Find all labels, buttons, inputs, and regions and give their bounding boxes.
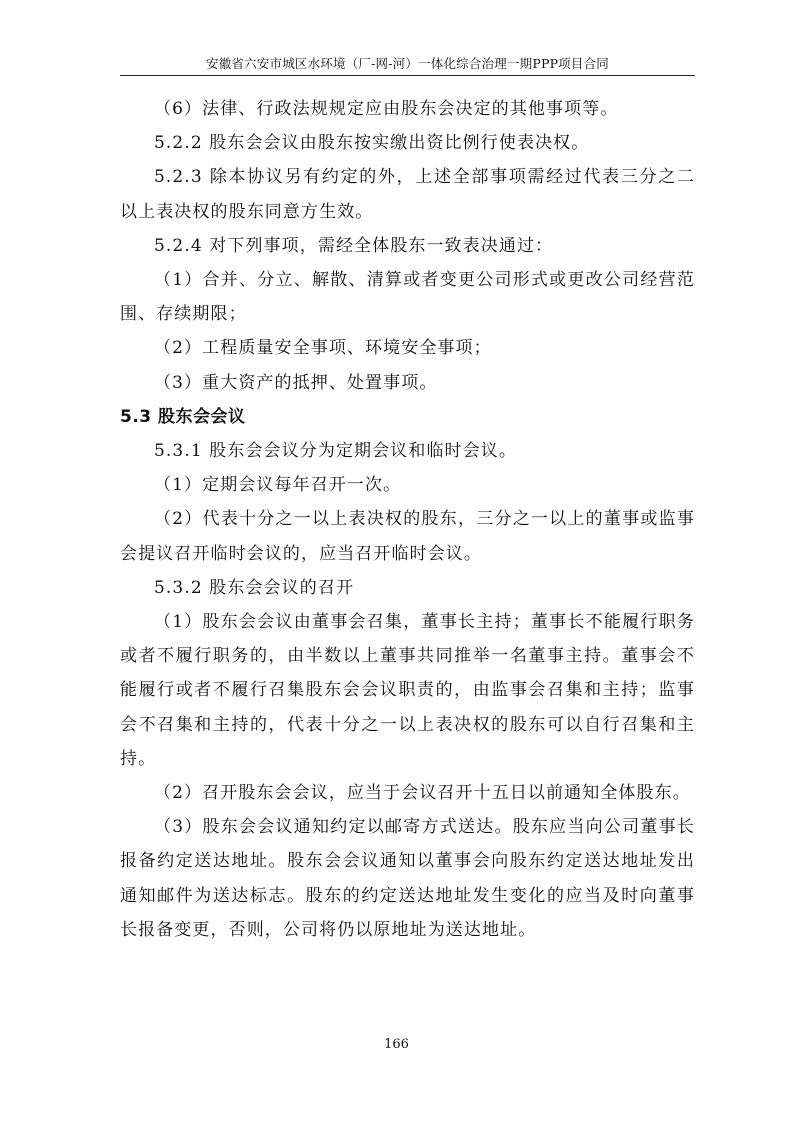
list-item-2: （2）代表十分之一以上表决权的股东，三分之一以上的董事或监事会提议召开临时会议的，应当召开临时会议。 bbox=[120, 509, 695, 564]
section-heading-5-3: 5.3 股东会会议 bbox=[120, 406, 246, 427]
list-item-1: （1）股东会会议由董事会召集，董事长主持；董事长不能履行职务或者不履行职务的，由半数以上董事共同推举一名董事主持。董事会不能履行或者不履行召集股东会会议职责的，由监事会召集和主持；监事会不召集和主持的，代表十分之一以上表决权的股东可以自行召集和主持。 bbox=[120, 612, 695, 769]
clause-5-2-2: 5.2.2 股东会会议由股东按实缴出资比例行使表决权。 bbox=[154, 133, 590, 154]
clause-5-2-4: 5.2.4 对下列事项，需经全体股东一致表决通过： bbox=[154, 235, 554, 256]
clause-5-2-3: 5.2.3 除本协议另有约定的外，上述全部事项需经过代表三分之二以上表决权的股东同意方生效。 bbox=[120, 167, 695, 222]
paragraph-6-other-matters: （6）法律、行政法规规定应由股东会决定的其他事项等。 bbox=[154, 99, 619, 119]
page-number: 166 bbox=[384, 1037, 409, 1052]
list-item-1: （1）合并、分立、解散、清算或者变更公司形式或更改公司经营范围、存续期限； bbox=[120, 270, 695, 325]
header-rule bbox=[120, 75, 695, 76]
document-body bbox=[120, 92, 695, 947]
list-item-2: （2）工程质量安全事项、环境安全事项； bbox=[154, 338, 492, 359]
list-item-2: （2）召开股东会会议，应当于会议召开十五日以前通知全体股东。 bbox=[154, 783, 691, 804]
page-header: 安徽省六安市城区水环境（厂-网-河）一体化综合治理一期PPP项目合同 bbox=[206, 56, 609, 71]
clause-5-3-2: 5.3.2 股东会会议的召开 bbox=[154, 577, 355, 598]
list-item-3: （3）股东会会议通知约定以邮寄方式送达。股东应当向公司董事长报备约定送达地址。股东会会议通知以董事会向股东约定送达地址发出通知邮件为送达标志。股东的约定送达地址发生变化的应当及时向董事长报备变更，否则，公司将仍以原地址为送达地址。 bbox=[120, 817, 695, 940]
list-item-3: （3）重大资产的抵押、处置事项。 bbox=[154, 372, 438, 393]
list-item-1: （1）定期会议每年召开一次。 bbox=[154, 475, 402, 496]
clause-5-3-1: 5.3.1 股东会会议分为定期会议和临时会议。 bbox=[154, 441, 517, 462]
